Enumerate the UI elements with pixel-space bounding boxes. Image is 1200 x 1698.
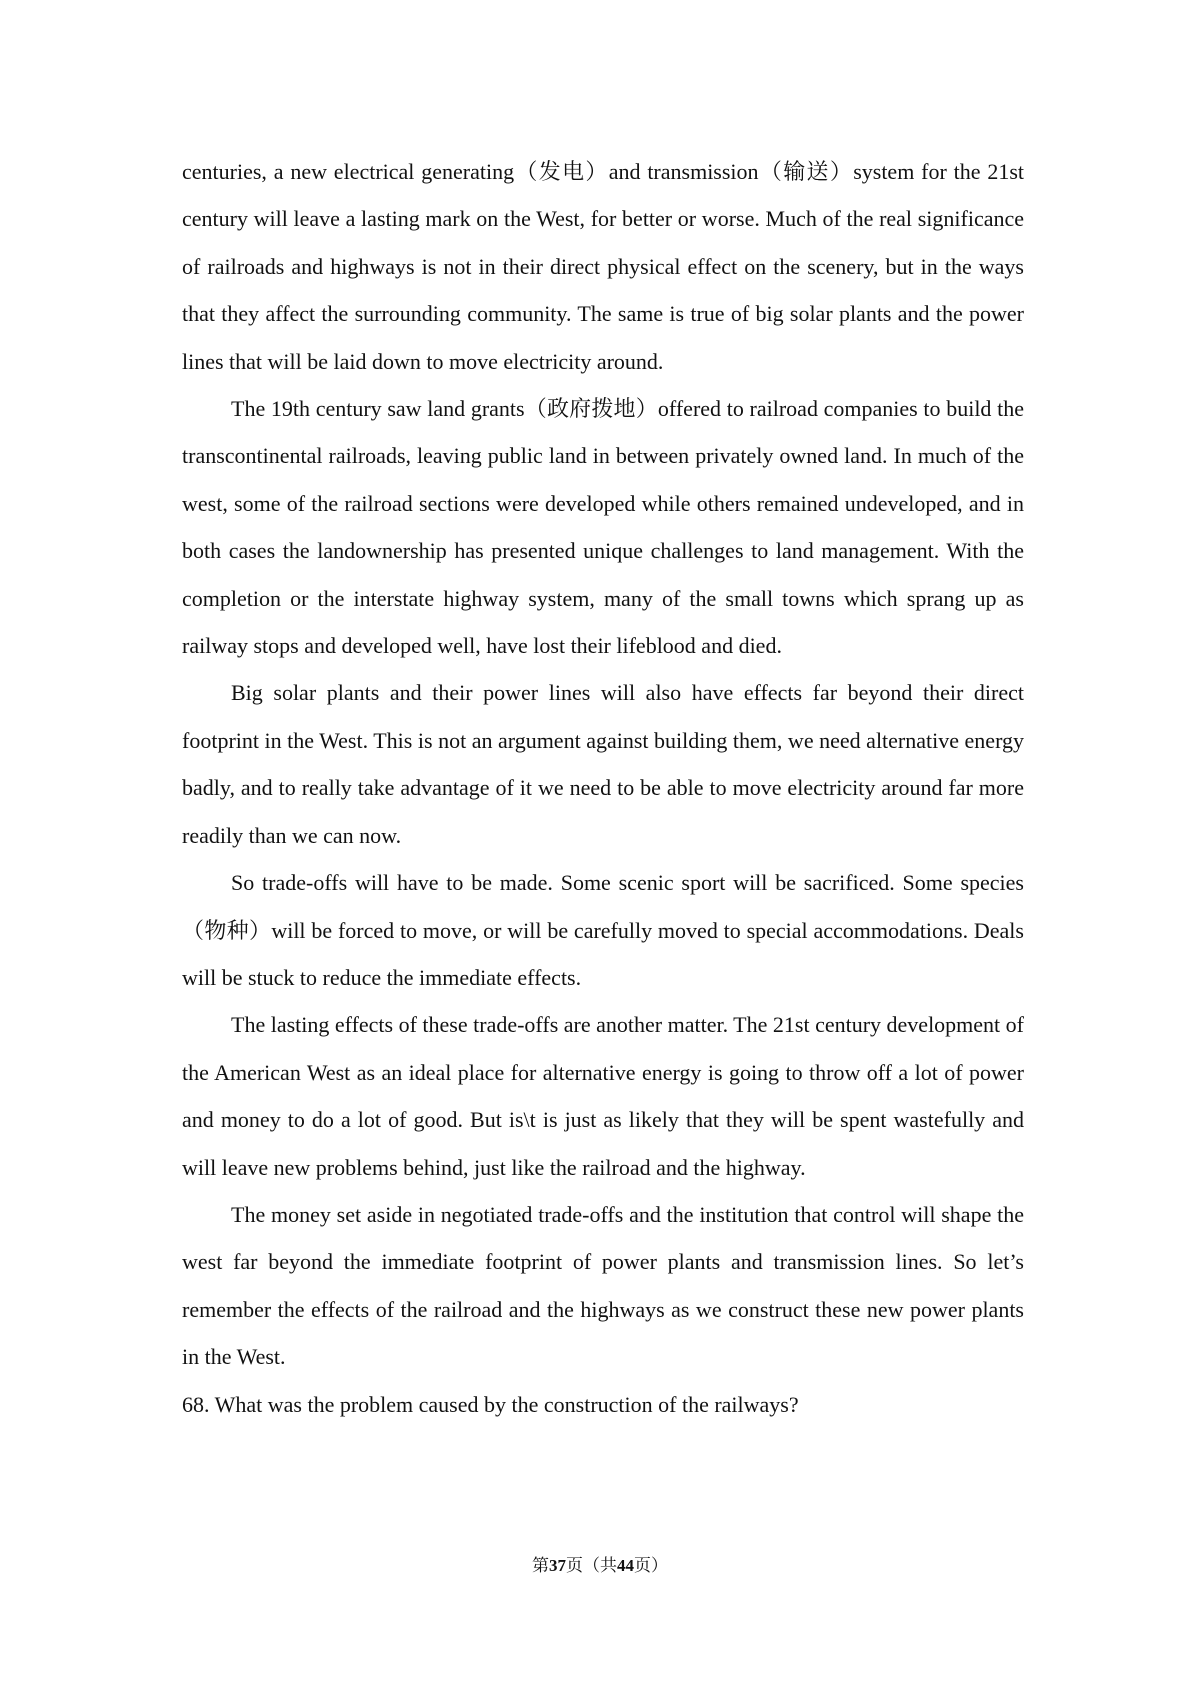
footer-suffix: 页）: [634, 1556, 668, 1575]
paragraph-5: The lasting effects of these trade-offs are another matter. The 21st century development of the American West as an ideal place for alternative energy is going to throw off a lot of power and money to do a lot of good. But is\t is just as likely that they will be spent wastefully and will leave new problems behind, just like the railroad and the highway.: [182, 1012, 1024, 1180]
footer-page-number: 37: [549, 1556, 566, 1575]
footer-total-pages: 44: [617, 1556, 634, 1575]
page-footer: [0, 1554, 1200, 1578]
paragraph-4: So trade-offs will have to be made. Some scenic sport will be sacrificed. Some species（物种）will be forced to move, or will be carefully moved to special accommodations. Deals will be stuck to reduce the immediate effects.: [182, 870, 1024, 990]
question-68: 68. What was the problem caused by the construction of the railways?: [182, 1391, 799, 1417]
paragraph-1: centuries, a new electrical generating（发电）and transmission（输送）system for the 21st century will leave a lasting mark on the West, for better or worse. Much of the real significance of railroads and highways is not in their direct physical effect on the scenery, but in the ways that they affect the surrounding community. The same is true of big solar plants and the power lines that will be laid down to move electricity around.: [182, 159, 1024, 374]
footer-prefix: 第: [532, 1556, 549, 1575]
paragraph-2: The 19th century saw land grants（政府拨地）offered to railroad companies to build the transcontinental railroads, leaving public land in between privately owned land. In much of the west, some of the railroad sections were developed while others remained undeveloped, and in both cases the landownership has presented unique challenges to land management. With the completion or the interstate highway system, many of the small towns which sprang up as railway stops and developed well, have lost their lifeblood and died.: [182, 396, 1024, 659]
paragraph-6: The money set aside in negotiated trade-offs and the institution that control will shape the west far beyond the immediate footprint of power plants and transmission lines. So let’s remember the effects of the railroad and the highways as we construct these new power plants in the West.: [182, 1201, 1024, 1370]
document-body: [182, 148, 1024, 1428]
paragraph-3: Big solar plants and their power lines will also have effects far beyond their direct footprint in the West. This is not an argument against building them, we need alternative energy badly, and to really take advantage of it we need to be able to move electricity around far more readily than we can now.: [182, 680, 1024, 848]
footer-middle: 页（共: [566, 1556, 617, 1575]
